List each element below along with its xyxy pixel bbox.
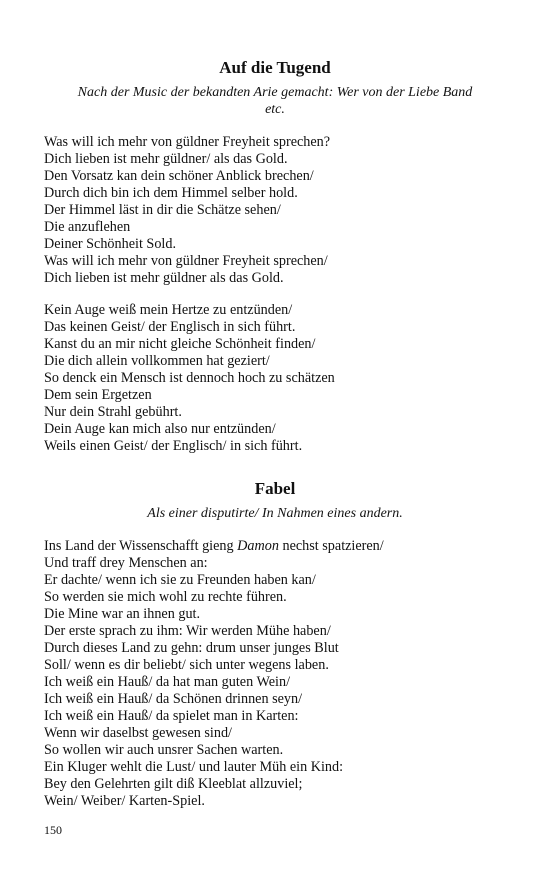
poem-title-auf-die-tugend: Auf die Tugend: [219, 58, 331, 77]
verse-line: Durch dieses Land zu gehn: drum unser junges Blut: [44, 640, 339, 656]
verse-line: Nur dein Strahl gebührt.: [44, 404, 182, 420]
verse-line: So denck ein Mensch ist dennoch hoch zu schätzen: [44, 370, 335, 386]
verse-line: Die dich allein vollkommen hat geziert/: [44, 353, 270, 369]
verse-line: Wenn wir daselbst gewesen sind/: [44, 725, 232, 741]
verse-line: Ich weiß ein Hauß/ da spielet man in Karten:: [44, 708, 299, 724]
poem-subtitle-auf-die-tugend: [40, 84, 510, 118]
verse-line: Soll/ wenn es dir beliebt/ sich unter wegens laben.: [44, 657, 329, 673]
verse-line: Ich weiß ein Hauß/ da Schönen drinnen seyn/: [44, 691, 303, 707]
verse-line: Ein Kluger wehlt die Lust/ und lauter Müh ein Kind:: [44, 759, 344, 775]
fable-body: [44, 538, 514, 810]
verse-line: Durch dich bin ich dem Himmel selber hold.: [44, 185, 298, 201]
verse-line: Die anzuflehen: [44, 219, 131, 235]
verse-line: Dem sein Ergetzen: [44, 387, 152, 403]
subtitle-line: Nach der Music der bekandten Arie gemacht: Wer von der Liebe Band: [77, 85, 473, 100]
verse-line: Das keinen Geist/ der Englisch in sich führt.: [44, 319, 296, 335]
verse-line: Ich weiß ein Hauß/ da hat man guten Wein/: [44, 674, 291, 690]
verse-line: Der Himmel läst in dir die Schätze sehen/: [44, 202, 281, 218]
verse-line: Und traff drey Menschen an:: [44, 555, 208, 571]
verse-line: Kanst du an mir nicht gleiche Schönheit finden/: [44, 336, 316, 352]
verse-line: Dich lieben ist mehr güldner als das Gold.: [44, 270, 284, 286]
verse-line: So wollen wir auch unsrer Sachen warten.: [44, 742, 284, 758]
verse-line: Kein Auge weiß mein Hertze zu entzünden/: [44, 302, 293, 318]
stanza-1: [44, 134, 514, 287]
subtitle-line: etc.: [265, 102, 285, 117]
verse-line: Was will ich mehr von güldner Freyheit sprechen/: [44, 253, 328, 269]
verse-line: Dein Auge kan mich also nur entzünden/: [44, 421, 276, 437]
verse-line: [44, 538, 514, 555]
verse-line: So werden sie mich wohl zu rechte führen.: [44, 589, 287, 605]
poem-title-fabel: Fabel: [254, 479, 296, 498]
verse-text: nechst spatzieren/: [278, 538, 384, 554]
verse-line: Dich lieben ist mehr güldner/ als das Gold.: [44, 151, 288, 167]
verse-line: Wein/ Weiber/ Karten-Spiel.: [44, 793, 205, 809]
verse-line: Deiner Schönheit Sold.: [44, 236, 177, 252]
character-name: Damon: [237, 538, 279, 554]
verse-line: Weils einen Geist/ der Englisch/ in sich führt.: [44, 438, 303, 454]
verse-line: Er dachte/ wenn ich sie zu Freunden haben kan/: [44, 572, 316, 588]
verse-line: Was will ich mehr von güldner Freyheit sprechen?: [44, 134, 331, 150]
stanza-2: [44, 302, 514, 455]
verse-text: Ins Land der Wissenschafft gieng: [44, 538, 238, 554]
verse-line: Der erste sprach zu ihm: Wir werden Mühe haben/: [44, 623, 331, 639]
page-number: 150: [44, 823, 62, 837]
verse-line: Die Mine war an ihnen gut.: [44, 606, 201, 622]
poem-subtitle-fabel: Als einer disputirte/ In Nahmen eines andern.: [147, 506, 403, 521]
verse-line: Bey den Gelehrten gilt diß Kleeblat allzuviel;: [44, 776, 303, 792]
verse-line: Den Vorsatz kan dein schöner Anblick brechen/: [44, 168, 314, 184]
